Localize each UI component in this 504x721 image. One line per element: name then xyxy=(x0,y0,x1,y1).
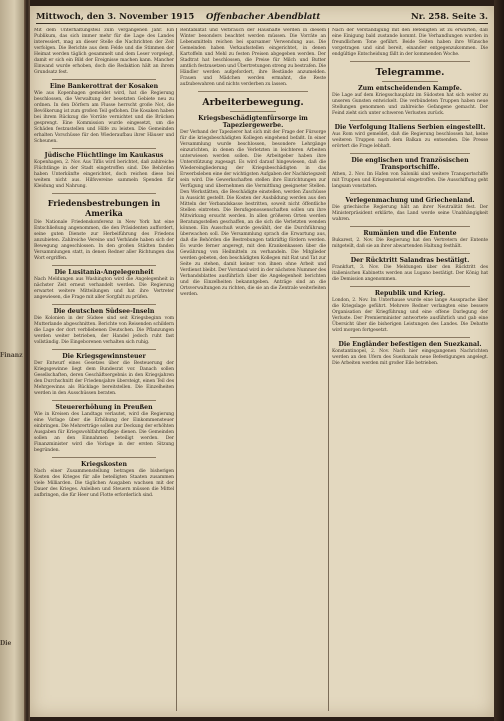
article xyxy=(34,152,174,190)
article xyxy=(34,353,174,397)
article-body: London, 2. Nov. Im Unterhause wurde eine lange Aussprache über die Kriegslage geführt. Mehrere Redner verlangten eine bessere Organisation der Kriegführung und eine offene Darlegung der Verluste. Der Premierminister antwortete ausführlich und gab eine Übersicht über die bisherigen Leistungen des Landes. Die Debatte wird morgen fortgesetzt. xyxy=(332,298,488,333)
article-body: Nach der Verständigung mit den Beteiligten ist zu erwarten, daß eine Einigung bald zustande kommt. Die Verhandlungen wurden in freundlichem Tone geführt. Beide Seiten haben ihre Wünsche vorgetragen und sind bereit, einander entgegenzukommen. Die endgültige Entscheidung fällt in der kommenden Woche. xyxy=(332,28,488,57)
article xyxy=(34,83,174,145)
article-separator xyxy=(350,253,470,254)
article-headline: Die Kriegsgewinnsteuer xyxy=(62,353,146,360)
article xyxy=(34,404,174,454)
article-separator xyxy=(52,79,156,80)
article-headline: Arbeiterbewegung. xyxy=(202,97,304,108)
article xyxy=(180,115,326,298)
article xyxy=(34,269,174,301)
article xyxy=(332,341,488,367)
right-page-edge xyxy=(494,0,504,721)
article-separator xyxy=(52,304,156,305)
article-headline: Der Rücktritt Salandras bestätigt. xyxy=(350,257,470,264)
previous-page-edge xyxy=(0,0,24,721)
article-headline: Rumänien und die Entente xyxy=(363,230,457,237)
article-body: Aus Rom wird gemeldet, daß die Regierung beschlossen hat, keine weiteren Truppen nach dem Balkan zu entsenden. Die Presse erörtert die Frage lebhaft. xyxy=(332,132,488,149)
article-separator xyxy=(52,148,156,149)
article-separator xyxy=(52,457,156,458)
article xyxy=(332,197,488,223)
article-headline: Republik und Krieg. xyxy=(374,290,446,297)
article-headline: Die deutschen Südsee-Inseln xyxy=(53,308,155,315)
article xyxy=(34,461,174,499)
column-3 xyxy=(332,28,488,713)
article-headline: Kriegsbeschädigtenfürsorge im Tapeziergewerbe. xyxy=(198,115,308,129)
article-body: Bukarest, 2. Nov. Die Regierung hat den Vertretern der Entente mitgeteilt, daß sie an ihrer abwartenden Haltung festhält. xyxy=(332,238,488,249)
article xyxy=(332,230,488,250)
article-separator xyxy=(230,111,276,112)
article-body: Wie aus Kopenhagen gemeldet wird, hat die Regierung beschlossen, die Verwaltung der besetzten Gebiete neu zu ordnen. In den Dörfern am Flusse herrscht große Not, die Bevölkerung ist zum großen Teil geflohen. Die Kosaken haben bei ihrem Rückzug die Vorräte vernichtet und die Brücken gesprengt. Eine Kommission wurde eingesetzt, um die Schäden festzustellen und Hilfe zu leisten. Die Gemeinden erhalten Vorschüsse für den Wiederaufbau ihrer Häuser und Scheunen. xyxy=(34,91,174,144)
article xyxy=(332,124,488,150)
article-body: Der Verband der Tapezierer hat sich mit der Frage der Fürsorge für die kriegsbeschädigten Kollegen eingehend befaßt. In einer Versammlung wurde beschlossen, besondere Lehrgänge einzurichten, in denen die Verletzten in leichteren Arbeiten unterwiesen werden sollen. Die Arbeitgeber haben ihre Unterstützung zugesagt. Es wird darauf hingewiesen, daß die Wiedereingliederung der Kriegsbeschädigten in das Erwerbsleben eine der wichtigsten Aufgaben der Nachkriegszeit sein wird. Die Gewerkschaften stellen ihre Einrichtungen zur Verfügung und übernehmen die Vermittlung geeigneter Stellen. Den Werkstätten, die Beschädigte einstellen, werden Zuschüsse in Aussicht gestellt. Die Kosten der Ausbildung werden aus den Mitteln der Verbandskasse bestritten, soweit nicht öffentliche Stellen eintreten. Die Berufsgenossenschaften sollen um ihre Mitwirkung ersucht werden. In allen größeren Orten werden Beratungsstellen geschaffen, an die sich die Verletzten wenden können. Ein Ausschuß wurde gewählt, der die Durchführung überwachen soll. Die Versammlung sprach die Erwartung aus, daß die Behörden die Bestrebungen tatkräftig fördern werden. Es wurde ferner angeregt, mit den Krankenkassen über die Gewährung von Heilmitteln zu verhandeln. Die Mitglieder werden gebeten, den beschädigten Kollegen mit Rat und Tat zur Seite zu stehen, damit keiner von ihnen ohne Arbeit und Verdienst bleibt. Der Vorstand wird in der nächsten Nummer des Verbandsblattes ausführlich über die Angelegenheit berichten und die Einzelheiten bekanntgeben. Anträge sind an die Ortsverwaltungen zu richten, die sie an die Zentrale weiterleiten werden. xyxy=(180,130,326,297)
article xyxy=(180,97,326,108)
page-header xyxy=(36,10,488,24)
article-body: Kopenhagen, 2. Nov. Aus Tiflis wird berichtet, daß zahlreiche Flüchtlinge in der Stadt eingetroffen sind. Die Behörden haben Unterkünfte eingerichtet, doch reichen diese bei weitem nicht aus. Hilfsvereine sammeln Spenden für Kleidung und Nahrung. xyxy=(34,160,174,189)
article xyxy=(332,67,488,78)
header-date: Mittwoch, den 3. November 1915 xyxy=(36,12,195,22)
article-headline: Kriegskosten xyxy=(81,461,127,468)
article xyxy=(332,157,488,190)
article-body: Nach einer Zusammenstellung betragen die bisherigen Kosten des Krieges für alle beteiligten Staaten zusammen viele Milliarden. Die täglichen Ausgaben wachsen mit der Dauer des Krieges. Anleihen und Steuern müssen die Mittel aufbringen, die für Heer und Flotte erforderlich sind. xyxy=(34,469,174,498)
article xyxy=(34,198,174,262)
article-separator xyxy=(350,153,470,154)
article-body: Mit dem Unterhaltungsteil zum vergangenen Jahr. Ein Publikum, das sich immer mehr für die Lage des Landes interessiert, mag an dieser Stelle die Nachrichten der Zeit verfolgen. Die Berichte aus dem Felde und die Stimmen der Heimat werden täglich gesammelt und dem Leser vorgelegt, damit er sich ein Bild der Ereignisse machen kann. Mancher Einwand wurde erhoben, doch die Redaktion hält an ihrem Grundsatz fest. xyxy=(34,28,174,75)
article-body: Konstantinopel, 2. Nov. Nach hier eingegangenen Nachrichten werden an den Ufern des Suezkanals neue Befestigungen angelegt. Die Arbeiten werden mit großer Eile betrieben. xyxy=(332,349,488,366)
article-body: Die Nationale Friedenskonferenz in New York hat eine Entschließung angenommen, die den Präsidenten auffordert, seine guten Dienste zur Herbeiführung des Friedens anzubieten. Zahlreiche Vereine und Verbände haben sich der Bewegung angeschlossen. In den großen Städten fanden Versammlungen statt, in denen Redner aller Richtungen das Wort ergriffen. xyxy=(34,220,174,261)
article-separator xyxy=(382,81,438,82)
article-separator xyxy=(52,400,156,401)
column-rule-1 xyxy=(176,28,177,711)
article-separator xyxy=(350,337,470,338)
article-separator xyxy=(350,286,470,287)
article-body: Die griechische Regierung hält an ihrer Neutralität fest. Der Ministerpräsident erklärte, das Land werde seine Unabhängigkeit wahren. xyxy=(332,205,488,222)
article-headline: Telegramme. xyxy=(375,67,445,78)
header-rule xyxy=(36,23,488,24)
article-body: Die Kolonien in der Südsee sind seit Kriegsbeginn vom Mutterlande abgeschnitten. Berichte von Reisenden schildern die Lage der dort verbliebenen Deutschen. Die Pflanzungen werden weiter betrieben, der Handel jedoch ruht fast vollständig. Die Eingeborenen verhalten sich ruhig. xyxy=(34,316,174,345)
article-body: Nach Meldungen aus Washington wird die Angelegenheit in nächster Zeit erneut verhandelt werden. Die Regierung erwartet weitere Mitteilungen und hat ihre Vertreter angewiesen, die Frage mit aller Sorgfalt zu prüfen. xyxy=(34,277,174,300)
article xyxy=(34,308,174,346)
column-rule-2 xyxy=(328,28,329,711)
article-body: Frankfurt, 3. Nov. Die Meldungen über den Rücktritt des italienischen Kabinetts werden aus Lugano bestätigt. Der König hat die Demission angenommen. xyxy=(332,265,488,282)
article-separator xyxy=(198,91,308,92)
article-body: Wie in Kreisen des Landtags verlautet, wird die Regierung eine Vorlage über die Erhöhung der Einkommensteuer einbringen. Die Mehrerträge sollen zur Deckung der erhöhten Ausgaben für Kriegswohlfahrtspflege dienen. Die Gemeinden sollen an den Einnahmen beteiligt werden. Der Finanzminister wird die Vorlage in der ersten Sitzung begründen. xyxy=(34,412,174,453)
article-separator xyxy=(52,265,156,266)
newspaper-page xyxy=(30,6,494,717)
article-headline: Die Engländer befestigen den Suezkanal. xyxy=(338,341,482,348)
header-page-number: Nr. 258. Seite 3. xyxy=(411,12,488,22)
column-1 xyxy=(34,28,174,713)
article xyxy=(180,28,326,88)
article-headline: Die englischen und französischen Transportschiffe. xyxy=(351,157,469,171)
column-2 xyxy=(180,28,326,713)
article-headline: Eine Bankerottrat der Kosaken xyxy=(49,83,159,90)
prev-page-fragment-bottom: Die xyxy=(0,640,12,647)
header-masthead: Offenbacher Abendblatt xyxy=(206,12,321,22)
article-headline: Die Lusitania-Angelegenheit xyxy=(54,269,154,276)
article-body: Die Lage auf dem Kriegsschauplatz im Südosten hat sich weiter zu unseren Gunsten entwickelt. Die verbündeten Truppen haben neue Stellungen genommen und zahlreiche Gefangene gemacht. Der Feind zieht sich unter schweren Verlusten zurück. xyxy=(332,93,488,116)
article-headline: Die Verfolgung Italiens Serbien eingestellt. xyxy=(334,124,486,131)
article-headline: Jüdische Flüchtlinge im Kaukasus xyxy=(44,152,164,159)
article-headline: Zum entscheidenden Kampfe. xyxy=(358,85,462,92)
article-separator xyxy=(52,193,156,194)
article xyxy=(34,28,174,76)
article xyxy=(332,257,488,283)
article-separator xyxy=(52,349,156,350)
article-headline: Verlegenmachung und Griechenland. xyxy=(345,197,475,204)
article xyxy=(332,85,488,117)
article-separator xyxy=(350,61,470,62)
article-headline: Friedensbestrebungen in Amerika xyxy=(47,198,161,218)
article-separator xyxy=(350,193,470,194)
article-separator xyxy=(350,120,470,121)
article-body: Athen, 2. Nov. Im Hafen von Saloniki sind weitere Transportschiffe mit Truppen und Kriegsmaterial eingetroffen. Die Ausschiffung geht langsam vonstatten. xyxy=(332,172,488,189)
prev-page-fragment-top: Finanz xyxy=(0,352,23,359)
article-body: Der Entwurf eines Gesetzes über die Besteuerung der Kriegsgewinne liegt dem Bundesrat vor. Danach sollen Gesellschaften, deren Geschäftsergebnis in den Kriegsjahren den Durchschnitt der Friedensjahre übersteigt, einen Teil des Mehrgewinns als Rücklage bereitstellen. Die Einzelheiten werden in den Ausschüssen beraten. xyxy=(34,361,174,396)
article-headline: Steuererhöhung in Preußen xyxy=(55,404,153,411)
article-separator xyxy=(350,226,470,227)
article xyxy=(332,290,488,334)
article xyxy=(332,28,488,58)
article-body: Rentabilität und Verbrauch der Haushalte werden in diesem Winter besonders beachtet werden müssen. Die Vorräte an Lebensmitteln reichen bei sparsamer Verwendung aus. Die Gemeinden haben Verkaufsstellen eingerichtet, in denen Kartoffeln und Mehl zu festen Preisen abgegeben werden. Der Stadtrat hat beschlossen, die Preise für Milch und Butter amtlich festzusetzen und Übertretungen streng zu bestrafen. Die Händler werden aufgefordert, ihre Bestände anzumelden. Frauen und Mädchen werden ermahnt, die Reste aufzubewahren und nichts verderben zu lassen. xyxy=(180,28,326,87)
